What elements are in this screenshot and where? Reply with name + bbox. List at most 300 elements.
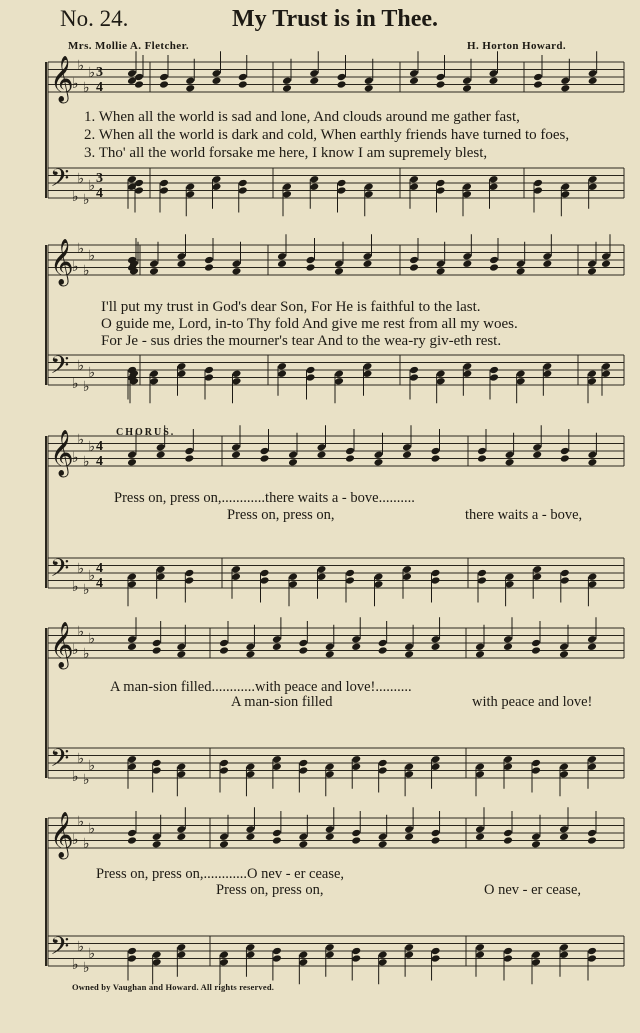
- note-head: [245, 762, 255, 771]
- verse-2-line-2: O guide me, Lord, in-to Thy fold And give me rest from all my woes.: [101, 316, 518, 332]
- note-head: [431, 954, 441, 963]
- note-head: [532, 565, 542, 574]
- note-head: [152, 639, 162, 648]
- note-head: [245, 832, 255, 841]
- note-head: [505, 572, 515, 581]
- note-head: [152, 759, 162, 768]
- note-head: [587, 755, 597, 764]
- note-head: [404, 943, 414, 952]
- note-head: [532, 443, 542, 452]
- note-head: [560, 182, 570, 191]
- note-head: [351, 836, 361, 845]
- note-head: [436, 186, 446, 195]
- note-head: [231, 443, 241, 452]
- flat-icon: ♭: [77, 432, 85, 448]
- note-head: [436, 369, 446, 378]
- note-head: [378, 639, 388, 648]
- note-head: [245, 642, 255, 651]
- note-head: [159, 80, 169, 89]
- note-head: [306, 263, 316, 272]
- note-head: [587, 369, 597, 378]
- note-head: [431, 576, 441, 585]
- note-head: [364, 76, 374, 85]
- flat-icon: ♭: [77, 358, 85, 374]
- note-head: [475, 832, 485, 841]
- note-head: [127, 458, 137, 467]
- bass-clef-icon: 𝄢: [50, 744, 70, 779]
- note-head: [334, 369, 344, 378]
- note-head: [152, 958, 162, 967]
- note-head: [152, 766, 162, 775]
- note-head: [351, 829, 361, 838]
- note-head: [533, 186, 543, 195]
- note-head: [409, 76, 419, 85]
- note-head: [402, 572, 412, 581]
- note-head: [559, 642, 569, 651]
- note-head: [325, 825, 335, 834]
- chorus-line-1-upper: Press on, press on,............there waits a - bove..........: [114, 490, 415, 506]
- note-head: [462, 252, 472, 261]
- note-head: [531, 958, 541, 967]
- note-head: [127, 829, 137, 838]
- flat-icon: ♭: [88, 439, 96, 455]
- note-head: [431, 635, 441, 644]
- note-head: [533, 80, 543, 89]
- time-signature: 4: [96, 576, 103, 591]
- note-head: [212, 76, 222, 85]
- note-head: [436, 267, 446, 276]
- note-head: [176, 650, 186, 659]
- note-head: [431, 642, 441, 651]
- note-head: [404, 832, 414, 841]
- flat-icon: ♭: [72, 769, 79, 785]
- note-head: [404, 825, 414, 834]
- note-head: [363, 369, 373, 378]
- note-head: [560, 576, 570, 585]
- note-head: [345, 447, 355, 456]
- note-head: [325, 832, 335, 841]
- treble-clef-icon: 𝄞: [50, 812, 74, 858]
- treble-clef-icon: 𝄞: [50, 622, 74, 668]
- note-head: [587, 829, 597, 838]
- note-head: [462, 84, 472, 93]
- note-head: [212, 69, 222, 78]
- note-head: [219, 766, 229, 775]
- verse-3-line-2: For Je - sus dries the mourner's tear And to the wea-ry giv-eth rest.: [101, 333, 502, 349]
- note-head: [272, 954, 282, 963]
- hymn-title: My Trust is in Thee.: [232, 6, 439, 32]
- note-head: [505, 580, 515, 589]
- note-head: [374, 458, 384, 467]
- note-head: [588, 69, 598, 78]
- note-head: [149, 259, 159, 268]
- note-head: [127, 572, 137, 581]
- note-head: [245, 770, 255, 779]
- note-head: [184, 569, 194, 578]
- note-head: [587, 954, 597, 963]
- note-head: [282, 182, 292, 191]
- note-head: [431, 829, 441, 838]
- verse-3-line-1: 3. Tho' all the world forsake me here, I know I am supremely blest,: [84, 145, 488, 161]
- note-head: [378, 950, 388, 959]
- note-head: [177, 369, 187, 378]
- note-head: [127, 450, 137, 459]
- note-head: [277, 369, 287, 378]
- note-head: [238, 186, 248, 195]
- note-head: [298, 766, 308, 775]
- note-head: [587, 377, 597, 386]
- note-head: [402, 450, 412, 459]
- note-head: [489, 373, 499, 382]
- flat-icon: ♭: [83, 960, 90, 976]
- note-head: [462, 369, 472, 378]
- note-head: [409, 263, 419, 272]
- flat-icon: ♭: [88, 365, 96, 381]
- note-head: [317, 572, 327, 581]
- note-head: [587, 580, 597, 589]
- note-head: [298, 950, 308, 959]
- note-head: [587, 458, 597, 467]
- note-head: [185, 182, 195, 191]
- note-head: [531, 759, 541, 768]
- note-head: [260, 576, 270, 585]
- time-signature: 4: [96, 454, 103, 469]
- note-head: [176, 642, 186, 651]
- chorus-line-2-lower-b: with peace and love!: [472, 694, 593, 710]
- note-head: [185, 190, 195, 199]
- note-head: [436, 80, 446, 89]
- note-head: [489, 256, 499, 265]
- note-head: [559, 943, 569, 952]
- note-head: [587, 762, 597, 771]
- flat-icon: ♭: [88, 178, 96, 194]
- note-head: [127, 947, 137, 956]
- note-head: [503, 642, 513, 651]
- note-head: [298, 639, 308, 648]
- note-head: [531, 766, 541, 775]
- note-head: [363, 252, 373, 261]
- chorus-label: CHORUS.: [116, 427, 176, 438]
- flat-icon: ♭: [88, 758, 96, 774]
- note-head: [587, 450, 597, 459]
- note-head: [176, 943, 186, 952]
- note-head: [152, 840, 162, 849]
- note-head: [219, 832, 229, 841]
- note-head: [431, 447, 441, 456]
- note-head: [219, 646, 229, 655]
- flat-icon: ♭: [88, 65, 96, 81]
- note-head: [409, 366, 419, 375]
- note-head: [238, 80, 248, 89]
- note-head: [127, 954, 137, 963]
- note-head: [282, 76, 292, 85]
- note-head: [601, 362, 611, 371]
- note-head: [409, 175, 419, 184]
- note-head: [475, 650, 485, 659]
- note-head: [374, 450, 384, 459]
- note-head: [288, 458, 298, 467]
- note-head: [176, 825, 186, 834]
- flat-icon: ♭: [77, 624, 85, 640]
- note-head: [277, 259, 287, 268]
- note-head: [503, 635, 513, 644]
- note-head: [531, 840, 541, 849]
- note-head: [374, 580, 384, 589]
- note-head: [204, 263, 214, 272]
- note-head: [177, 259, 187, 268]
- note-head: [477, 569, 487, 578]
- note-head: [306, 373, 316, 382]
- note-head: [127, 762, 137, 771]
- note-head: [532, 450, 542, 459]
- note-head: [516, 377, 526, 386]
- note-head: [277, 362, 287, 371]
- note-head: [489, 175, 499, 184]
- note-head: [184, 447, 194, 456]
- note-head: [489, 69, 499, 78]
- note-head: [159, 186, 169, 195]
- treble-clef-icon: 𝄞: [50, 56, 74, 102]
- note-head: [204, 373, 214, 382]
- chorus-line-1-lower-b: there waits a - bove,: [465, 507, 583, 523]
- flat-icon: ♭: [88, 821, 96, 837]
- note-head: [176, 762, 186, 771]
- note-head: [325, 762, 335, 771]
- note-head: [298, 646, 308, 655]
- note-head: [325, 650, 335, 659]
- note-head: [325, 642, 335, 651]
- flat-icon: ♭: [77, 939, 85, 955]
- note-head: [475, 770, 485, 779]
- note-head: [351, 954, 361, 963]
- note-head: [601, 252, 611, 261]
- flat-icon: ♭: [72, 579, 79, 595]
- note-head: [306, 366, 316, 375]
- chorus-line-2-upper: A man-sion filled............with peace and love!..........: [110, 679, 412, 695]
- note-head: [232, 259, 242, 268]
- note-head: [560, 84, 570, 93]
- note-head: [232, 377, 242, 386]
- note-head: [363, 362, 373, 371]
- note-head: [516, 369, 526, 378]
- treble-clef-icon: 𝄞: [50, 430, 74, 476]
- note-head: [531, 646, 541, 655]
- note-head: [431, 454, 441, 463]
- note-head: [559, 832, 569, 841]
- note-head: [503, 829, 513, 838]
- note-head: [351, 635, 361, 644]
- note-head: [156, 565, 166, 574]
- note-head: [477, 454, 487, 463]
- note-head: [378, 958, 388, 967]
- note-head: [475, 950, 485, 959]
- note-head: [436, 179, 446, 188]
- note-head: [533, 73, 543, 82]
- note-head: [489, 263, 499, 272]
- flat-icon: ♭: [83, 646, 90, 662]
- note-head: [219, 950, 229, 959]
- note-head: [378, 832, 388, 841]
- note-head: [559, 770, 569, 779]
- time-signature: 4: [96, 439, 103, 454]
- note-head: [409, 69, 419, 78]
- note-head: [587, 267, 597, 276]
- note-head: [587, 642, 597, 651]
- note-head: [462, 362, 472, 371]
- note-head: [560, 569, 570, 578]
- note-head: [325, 950, 335, 959]
- note-head: [176, 770, 186, 779]
- note-head: [176, 950, 186, 959]
- flat-icon: ♭: [88, 568, 96, 584]
- note-head: [477, 576, 487, 585]
- note-head: [436, 259, 446, 268]
- note-head: [559, 825, 569, 834]
- note-head: [489, 366, 499, 375]
- time-signature: 3: [96, 171, 103, 186]
- note-head: [516, 267, 526, 276]
- note-head: [378, 840, 388, 849]
- note-head: [462, 76, 472, 85]
- note-head: [127, 635, 137, 644]
- note-head: [345, 576, 355, 585]
- bass-clef-icon: 𝄢: [50, 554, 70, 589]
- flat-icon: ♭: [72, 376, 79, 392]
- copyright-notice: Owned by Vaughan and Howard. All rights reserved.: [72, 982, 275, 992]
- note-head: [152, 950, 162, 959]
- note-head: [306, 256, 316, 265]
- flat-icon: ♭: [88, 946, 96, 962]
- composer-credit: H. Horton Howard.: [467, 40, 567, 52]
- time-signature: 3: [96, 65, 103, 80]
- flat-icon: ♭: [88, 631, 96, 647]
- note-head: [156, 572, 166, 581]
- note-head: [345, 569, 355, 578]
- note-head: [475, 825, 485, 834]
- note-head: [378, 766, 388, 775]
- note-head: [127, 755, 137, 764]
- flat-icon: ♭: [83, 772, 90, 788]
- note-head: [219, 958, 229, 967]
- note-head: [351, 755, 361, 764]
- note-head: [298, 759, 308, 768]
- note-head: [542, 369, 552, 378]
- flat-icon: ♭: [72, 76, 79, 92]
- flat-icon: ♭: [72, 189, 79, 205]
- hymn-number: No. 24.: [60, 6, 129, 31]
- note-head: [204, 366, 214, 375]
- note-head: [245, 943, 255, 952]
- note-head: [587, 259, 597, 268]
- note-head: [475, 762, 485, 771]
- flat-icon: ♭: [72, 259, 79, 275]
- note-head: [404, 762, 414, 771]
- note-head: [531, 950, 541, 959]
- note-head: [404, 770, 414, 779]
- note-head: [337, 186, 347, 195]
- flat-icon: ♭: [83, 454, 90, 470]
- note-head: [159, 179, 169, 188]
- note-head: [282, 190, 292, 199]
- note-head: [404, 950, 414, 959]
- flat-icon: ♭: [72, 450, 79, 466]
- note-head: [282, 84, 292, 93]
- flat-icon: ♭: [83, 80, 90, 96]
- bass-clef-icon: 𝄢: [50, 932, 70, 967]
- note-head: [431, 836, 441, 845]
- note-head: [184, 576, 194, 585]
- flat-icon: ♭: [83, 192, 90, 208]
- note-head: [364, 84, 374, 93]
- note-head: [245, 950, 255, 959]
- note-head: [351, 642, 361, 651]
- note-head: [402, 443, 412, 452]
- chorus-line-3-lower-a: Press on, press on,: [216, 882, 324, 898]
- note-head: [559, 762, 569, 771]
- note-head: [238, 73, 248, 82]
- note-head: [503, 947, 513, 956]
- note-head: [325, 770, 335, 779]
- note-head: [560, 447, 570, 456]
- time-signature: 4: [96, 80, 103, 95]
- note-head: [317, 565, 327, 574]
- note-head: [317, 450, 327, 459]
- note-head: [272, 836, 282, 845]
- bass-clef-icon: 𝄢: [50, 164, 70, 199]
- note-head: [588, 182, 598, 191]
- note-head: [542, 259, 552, 268]
- flat-icon: ♭: [88, 248, 96, 264]
- flat-icon: ♭: [72, 642, 79, 658]
- verse-2-line-1: 2. When all the world is dark and cold, When earthly friends have turned to foes,: [84, 127, 570, 143]
- note-head: [587, 947, 597, 956]
- note-head: [503, 762, 513, 771]
- bass-clef-icon: 𝄢: [50, 351, 70, 386]
- flat-icon: ♭: [83, 263, 90, 279]
- note-head: [260, 454, 270, 463]
- treble-clef-icon: 𝄞: [50, 239, 74, 285]
- note-head: [431, 569, 441, 578]
- note-head: [559, 650, 569, 659]
- note-head: [288, 450, 298, 459]
- note-head: [559, 950, 569, 959]
- note-head: [363, 259, 373, 268]
- note-head: [334, 267, 344, 276]
- note-head: [431, 762, 441, 771]
- note-head: [238, 179, 248, 188]
- note-head: [317, 443, 327, 452]
- note-head: [177, 252, 187, 261]
- note-head: [402, 565, 412, 574]
- note-head: [184, 454, 194, 463]
- note-head: [185, 84, 195, 93]
- note-head: [378, 646, 388, 655]
- chorus-line-2-lower-a: A man-sion filled: [231, 694, 333, 710]
- note-head: [475, 943, 485, 952]
- chorus-line-3-lower-b: O nev - er cease,: [484, 882, 582, 898]
- note-head: [431, 755, 441, 764]
- note-head: [219, 639, 229, 648]
- note-head: [149, 369, 159, 378]
- note-head: [436, 73, 446, 82]
- note-head: [337, 179, 347, 188]
- note-head: [260, 569, 270, 578]
- note-head: [232, 369, 242, 378]
- note-head: [337, 73, 347, 82]
- note-head: [588, 175, 598, 184]
- note-head: [156, 450, 166, 459]
- note-head: [345, 454, 355, 463]
